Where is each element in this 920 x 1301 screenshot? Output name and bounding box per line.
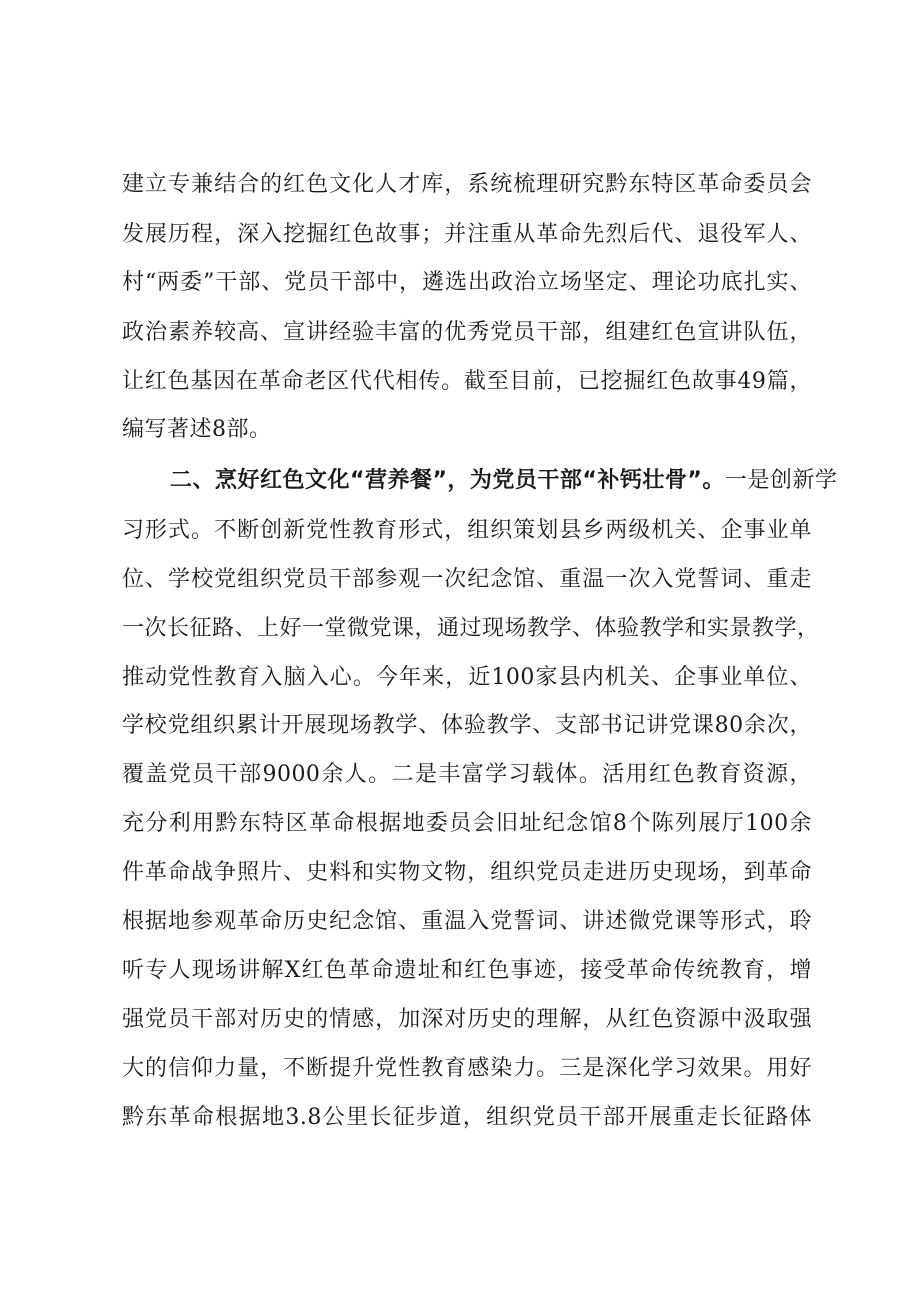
text-line-3: 村“两委”干部、党员干部中，遴选出政治立场坚定、理论功底扎实、	[122, 270, 812, 295]
text-line-8: 习形式。不断创新党性教育形式，组织策划县乡两级机关、企事业单	[122, 518, 812, 543]
text-line-19: 大的信仰力量，不断提升党性教育感染力。三是深化学习效果。用好	[122, 1056, 812, 1081]
text-line-15: 件革命战争照片、史料和实物文物，组织党员走进历史现场，到革命	[122, 860, 812, 885]
text-line-2: 发展历程，深入挖掘红色故事；并注重从革命先烈后代、退役军人、	[122, 222, 812, 247]
text-line-9: 位、学校党组织党员干部参观一次纪念馆、重温一次入党誓词、重走	[122, 567, 812, 592]
text-line-16: 根据地参观革命历史纪念馆、重温入党誓词、讲述微党课等形式，聆	[122, 909, 812, 934]
text-line-4: 政治素养较高、宣讲经验丰富的优秀党员干部，组建红色宣讲队伍，	[122, 320, 812, 345]
text-line-10: 一次长征路、上好一堂微党课，通过现场教学、体验教学和实景教学，	[122, 616, 820, 641]
text-line-5: 让红色基因在革命老区代代相传。截至目前，已挖掘红色故事49篇，	[122, 369, 812, 394]
heading-line-tail: 一是创新学	[724, 468, 838, 493]
text-line-11: 推动党性教育入脑入心。今年来，近100家县内机关、企事业单位、	[122, 665, 812, 690]
text-line-13: 覆盖党员干部9000余人。二是丰富学习载体。活用红色教育资源，	[122, 762, 812, 787]
text-line-20: 黔东革命根据地3.8公里长征步道，组织党员干部开展重走长征路体	[122, 1105, 812, 1130]
text-line-1: 建立专兼结合的红色文化人才库，系统梳理研究黔东特区革命委员会	[122, 172, 812, 197]
section-heading: 二、烹好红色文化“营养餐”，为党员干部“补钙壮骨”。	[170, 468, 725, 493]
text-line-12: 学校党组织累计开展现场教学、体验教学、支部书记讲党课80余次，	[122, 713, 812, 738]
text-line-14: 充分利用黔东特区革命根据地委员会旧址纪念馆8个陈列展厅100余	[122, 811, 812, 836]
text-line-6: 编写著述8部。	[122, 417, 272, 442]
section-heading-line	[170, 466, 838, 496]
text-line-17: 听专人现场讲解X红色革命遗址和红色事迹，接受革命传统教育，增	[122, 958, 812, 983]
text-line-18: 强党员干部对历史的情感，加深对历史的理解，从红色资源中汲取强	[122, 1007, 812, 1032]
